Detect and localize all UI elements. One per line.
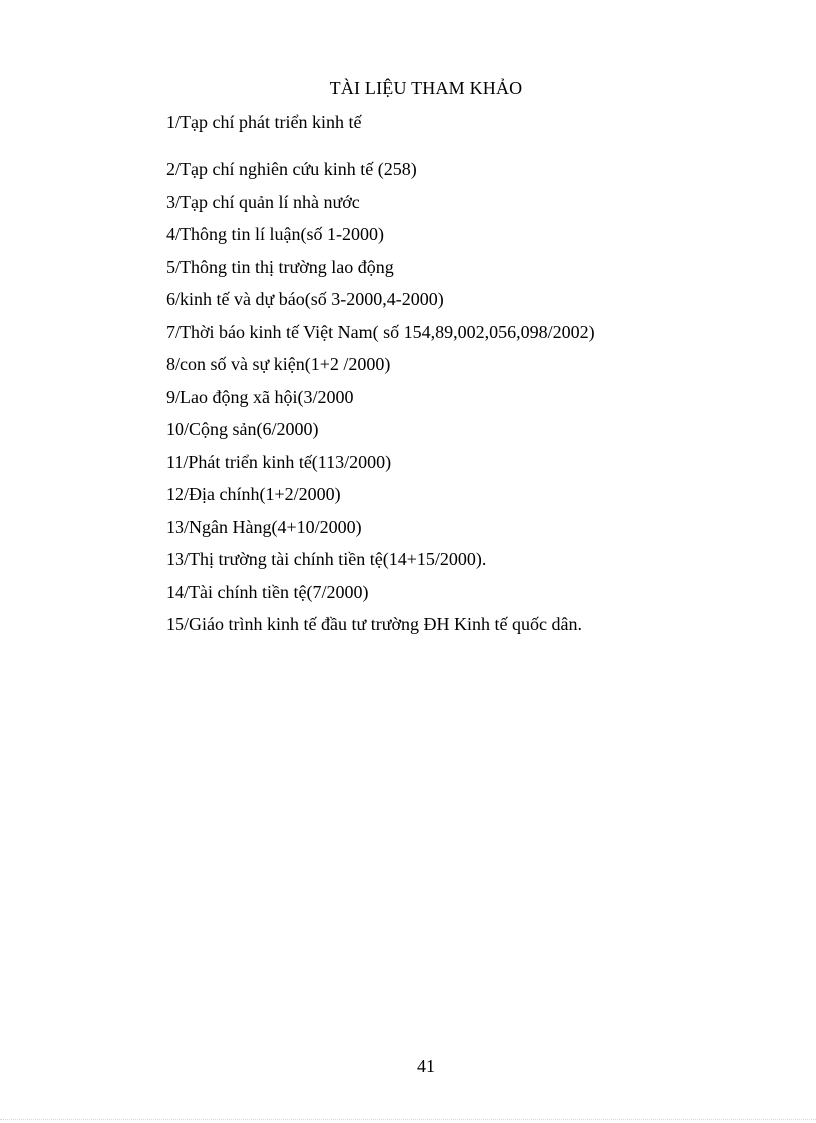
reference-list <box>166 111 595 646</box>
page-title: TÀI LIỆU THAM KHẢO <box>329 78 523 98</box>
reference-item: 9/Lao động xã hội(3/2000 <box>166 386 354 407</box>
page-bottom-divider <box>0 1119 816 1120</box>
reference-item: 8/con số và sự kiện(1+2 /2000) <box>166 354 391 374</box>
reference-item: 2/Tạp chí nghiên cứu kinh tế (258) <box>166 159 417 179</box>
reference-item: 4/Thông tin lí luận(số 1-2000) <box>166 224 384 244</box>
reference-item: 3/Tạp chí quản lí nhà nước <box>166 191 360 212</box>
reference-item: 10/Cộng sản(6/2000) <box>166 419 319 439</box>
reference-item: 14/Tài chính tiền tệ(7/2000) <box>166 581 369 602</box>
reference-item: 1/Tạp chí phát triển kinh tế <box>166 112 362 132</box>
page-number: 41 <box>417 1056 435 1076</box>
reference-item: 13/Thị trường tài chính tiền tệ(14+15/2000). <box>166 549 487 569</box>
reference-item: 6/kinh tế và dự báo(số 3-2000,4-2000) <box>166 289 444 309</box>
reference-item: 5/Thông tin thị trường lao động <box>166 256 394 277</box>
reference-item: 7/Thời báo kinh tế Việt Nam( số 154,89,002,056,098/2002) <box>166 321 595 342</box>
reference-item: 11/Phát triển kinh tế(113/2000) <box>166 451 392 472</box>
reference-item: 12/Địa chính(1+2/2000) <box>166 484 341 504</box>
reference-item: 15/Giáo trình kinh tế đầu tư trường ĐH Kinh tế quốc dân. <box>166 614 582 634</box>
reference-item: 13/Ngân Hàng(4+10/2000) <box>166 516 362 537</box>
